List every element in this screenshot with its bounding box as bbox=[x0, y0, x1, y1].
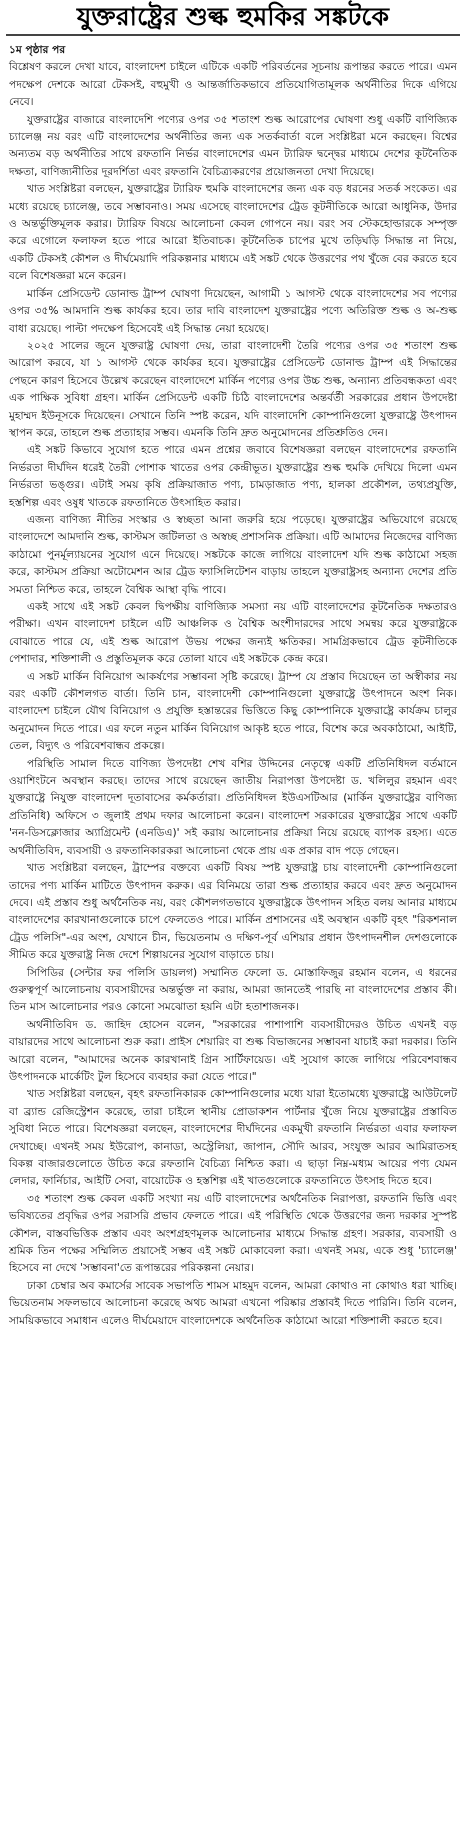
headline-band bbox=[6, 0, 460, 36]
paragraph: এ সঙ্কট মার্কিন বিনিয়োগ আকর্ষণের সম্ভাবনা সৃষ্টি করেছে। ট্রাম্প যে প্রস্তাব দিয়েছেন তা অস্বীকার নয় বরং একটি কৌশলগত বার্তা। তিনি চান, বাংলাদেশী কোম্পানিগুলো যুক্তরাষ্ট্রে উৎপাদনে অংশ নিক। বাংলাদেশ চাইলে যৌথ বিনিয়োগ ও প্রযুক্তি হস্তান্তরের ভিত্তিতে কিছু কোম্পানিকে যুক্তরাষ্ট্রে কার্যক্রম চালুর অনুমোদন দিতে পারে। এর ফলে নতুন মার্কিন বিনিয়োগ আকৃষ্ট হতে পারে, বিশেষ করে অবকাঠামো, আইটি, তেল, বিদ্যুৎ ও পরিবেশবান্ধব প্রকল্পে। bbox=[9, 670, 457, 753]
paragraph: অর্থনীতিবিদ ড. জাহিদ হোসেন বলেন, "সরকারের পাশাপাশি ব্যবসায়ীদেরও উচিত এখনই বড় বায়ারদের সাথে আলোচনা শুরু করা। প্রাইস শেয়ারিং বা শুল্ক বিভাজনের সম্ভাবনা যাচাই করা দরকার। তিনি আরো বলেন, "আমাদের অনেক কারখানাই গ্রিন সার্টিফায়েড। এই সুযোগ কাজে লাগিয়ে পরিবেশবান্ধব উৎপাদনকে মার্কেটিং টুল হিসেবে ব্যবহার করা যেতে পারে।" bbox=[9, 1018, 457, 1083]
paragraph: পরিস্থিতি সামাল দিতে বাণিজ্য উপদেষ্টা শেখ বশির উদ্দিনের নেতৃত্বে একটি প্রতিনিধিদল বর্তমানে ওয়াশিংটনে অবস্থান করছে। তাদের সাথে রয়েছেন জাতীয় নিরাপত্তা উপদেষ্টা ড. খলিলুর রহমান এবং যুক্তরাষ্ট্রে নিযুক্ত বাংলাদেশ দূতাবাসের কর্মকর্তারা। প্রতিনিধিদল ইউএসটিআর (মার্কিন যুক্তরাষ্ট্রের বাণিজ্য প্রতিনিধি) অফিসে ৩ জুলাই প্রথম দফার আলোচনা করেন। বাংলাদেশ সরকারের যুক্তরাষ্ট্রের সাথে একটি 'নন-ডিসক্লোজার অ্যাগ্রিমেন্ট (এনডিএ)' সই করায় আলোচনার প্রক্রিয়া নিয়ে রয়েছে ব্যাপক রহস্য। এতে অর্থনীতিবিদ, ব্যবসায়ী ও রফতানিকারকরা আলোচনা থেকে প্রায় এক প্রকার বাদ পড়ে গেছেন। bbox=[9, 757, 457, 857]
article-headline: যুক্তরাষ্ট্রের শুল্ক হুমকির সঙ্কটকে bbox=[76, 2, 390, 31]
paragraph: ৩৫ শতাংশ শুল্ক কেবল একটি সংখ্যা নয় এটি বাংলাদেশের অর্থনৈতিক নিরাপত্তা, রফতানি ভিত্তি এবং ভবিষ্যতের প্রবৃদ্ধির ওপর সরাসরি প্রভাব ফেলতে পারে। এই পরিস্থিতি থেকে উত্তরণের জন্য দরকার সুস্পষ্ট কৌশল, বাস্তবভিত্তিক প্রস্তাব এবং অংশগ্রহণমূলক আলোচনার মাধ্যমে সিদ্ধান্ত গ্রহণ। সরকার, ব্যবসায়ী ও শ্রমিক তিন পক্ষের সম্মিলিত প্রয়াসেই সম্ভব এই সঙ্কট মোকাবেলা করা। এখনই সময়, একে শুধু 'চ্যালেঞ্জ' হিসেবে না দেখে 'সম্ভাবনা'তে রূপান্তরের পরিকল্পনা নেয়ার। bbox=[9, 1192, 457, 1275]
paragraph: সিপিডির (সেন্টার ফর পলিসি ডায়লগ) সম্মানিত ফেলো ড. মোস্তাফিজুর রহমান বলেন, এ ধরনের গুরুত্বপূর্ণ আলোচনায় ব্যবসায়ীদের অন্তর্ভুক্ত না করায়, আমরা জানতেই পারছি না বাংলাদেশের প্রস্তাব কী। তিন মাস আলোচনার পরও কোনো সমঝোতা হয়নি এটা হতাশাজনক। bbox=[9, 966, 457, 1014]
paragraph: ২০২৫ সালের জুনে যুক্তরাষ্ট্র ঘোষণা দেয়, তারা বাংলাদেশী তৈরি পণ্যের ওপর ৩৫ শতাংশ শুল্ক আরোপ করবে, যা ১ আগস্ট থেকে কার্যকর হবে। যুক্তরাষ্ট্রের প্রেসিডেন্ট ডোনাল্ড ট্রাম্প এই সিদ্ধান্তের পেছনে কারণ হিসেবে উল্লেখ করেছেন বাংলাদেশে মার্কিন পণ্যের ওপর উচ্চ শুল্ক, অন্যান্য প্রতিবন্ধকতা এবং এক পাক্ষিক সুবিধা গ্রহণ। মার্কিন প্রেসিডেন্ট একটি চিঠি বাংলাদেশের অন্তর্বর্তী সরকারের প্রধান উপদেষ্টা মুহাম্মদ ইউনূসকে দিয়েছেন। সেখানে তিনি স্পষ্ট করেন, যদি বাংলাদেশি কোম্পানিগুলো যুক্তরাষ্ট্রে উৎপাদন স্থাপন করে, তাহলে শুল্ক প্রত্যাহার সম্ভব। এমনকি তিনি দ্রুত অনুমোদনের প্রতিশ্রুতিও দেন। bbox=[9, 339, 457, 439]
paragraph: ঢাকা চেম্বার অব কমার্সের সাবেক সভাপতি শামস মাহমুদ বলেন, আমরা কোথাও না কোথাও ধরা খাচ্ছি। ভিয়েতনাম সফলভাবে আলোচনা করেছে অথচ আমরা এখনো পরিষ্কার প্রস্তাবই দিতে পারিনি। তিনি বলেন, সাময়িকভাবে সমাধান এলেও দীর্ঘমেয়াদে বাংলাদেশকে অর্থনৈতিক কাঠামো আরো শক্তিশালী করতে হবে। bbox=[9, 1279, 457, 1327]
paragraph: খাত সংশ্লিষ্টরা বলছেন, বৃহৎ রফতানিকারক কোম্পানিগুলোর মধ্যে যারা ইতোমধ্যে যুক্তরাষ্ট্রে আউটলেট বা ব্র্যান্ড রেজিস্ট্রেশন করেছে, তারা চাইলে স্থানীয় প্রোডাকশন পার্টনার খুঁজে নিয়ে যুক্তরাষ্ট্রের প্রস্তাবিত সুবিধা নিতে পারে। বিশেষজ্ঞরা বলছেন, বাংলাদেশের দীর্ঘদিনের একমুখী রফতানি নির্ভরতা এবার ফলাফল দেখাচ্ছে। এখনই সময় ইউরোপ, কানাডা, অস্ট্রেলিয়া, জাপান, সৌদি আরব, সংযুক্ত আরব আমিরাতসহ বিকল্প বাজারগুলোতে উচিত করে রফতানি বৈচিত্র্য নিশ্চিত করা। এ ছাড়া নিম্ন-মধ্যম আয়ের পণ্য যেমন লেদার, ফার্নিচার, আইটি সেবা, বায়োটেক ও হস্তশিল্প এই খাতগুলোকে রফতানিতে উৎসাহ দিতে হবে। bbox=[9, 1088, 457, 1188]
article-body bbox=[0, 36, 466, 1835]
paragraph: এজন্য বাণিজ্য নীতির সংস্কার ও স্বচ্ছতা আনা জরুরি হয়ে পড়েছে। যুক্তরাষ্ট্রের অভিযোগে রয়েছে বাংলাদেশে আমদানি শুল্ক, কাস্টমস জটিলতা ও অস্বচ্ছ প্রশাসনিক প্রক্রিয়া। এটি আমাদের নিজেদের বাণিজ্য কাঠামো পুনর্মূল্যায়নের সুযোগ এনে দিয়েছে। সঙ্কটকে কাজে লাগিয়ে বাংলাদেশ যদি শুল্ক কাঠামো সহজ করে, কাস্টমস প্রক্রিয়া অটোমেশন আর ট্রেড ফ্যাসিলিটেশন বাড়ায় তাহলে যুক্তরাষ্ট্রসহ অন্যান্য দেশের প্রতি সমতা নিশ্চিত করে, তাহলে বৈশ্বিক আস্থা বৃদ্ধি পাবে। bbox=[9, 513, 457, 596]
paragraph: যুক্তরাষ্ট্রের বাজারে বাংলাদেশি পণ্যের ওপর ৩৫ শতাংশ শুল্ক আরোপের ঘোষণা শুধু একটি বাণিজ্যিক চ্যালেঞ্জ নয় বরং এটি বাংলাদেশের অর্থনীতির জন্য এক সতর্কবার্তা বলে সংশ্লিষ্টরা মনে করছেন। বিশ্বের অন্যতম বড় অর্থনীতির সাথে রফতানি নির্ভর বাংলাদেশের এমন ট্যারিফ দ্বন্দ্বের মাধ্যমে দেশের কূটনৈতিক দক্ষতা, বাণিজ্যনীতির দূরদর্শিতা এবং রফতানি বৈচিত্র্যকরণের প্রয়োজনতা দেখা দিয়েছে। bbox=[9, 113, 457, 178]
paragraph: এই সঙ্কট কিভাবে সুযোগ হতে পারে এমন প্রশ্নের জবাবে বিশেষজ্ঞরা বলছেন বাংলাদেশের রফতানি নির্ভরতা দীর্ঘদিন ধরেই তৈরী পোশাক খাতের ওপর কেন্দ্রীভূত। যুক্তরাষ্ট্রের শুল্ক হুমকি দেখিয়ে দিলো এমন নির্ভরতা ভঙ্গুর। এটাই সময় কৃষি প্রক্রিয়াজাত পণ্য, চামড়াজাত পণ্য, হালকা প্রকৌশল, তথ্যপ্রযুক্তি, হস্তশিল্প এবং ওষুধ খাতকে রফতানিতে উৎসাহিত করার। bbox=[9, 444, 457, 509]
paragraph: বিশ্লেষণ করলে দেখা যাবে, বাংলাদেশ চাইলে এটিকে একটি পরিবর্তনের সূচনায় রূপান্তর করতে পারে। এমন পদক্ষেপ দেশকে আরো টেকসই, বহুমুখী ও আন্তর্জাতিকভাবে প্রতিযোগিতামূলক অর্থনীতির দিকে এগিয়ে নেবে। bbox=[9, 61, 457, 109]
paragraph: একই সাথে এই সঙ্কট কেবল দ্বিপক্ষীয় বাণিজ্যিক সমস্যা নয় এটি বাংলাদেশের কূটনৈতিক দক্ষতারও পরীক্ষা। এখন বাংলাদেশ চাইলে এটি আঞ্চলিক ও বৈশ্বিক অংশীদারদের সাথে সমন্বয় করে যুক্তরাষ্ট্রকে বোঝাতে পারে যে, এই শুল্ক আরোপ উভয় পক্ষের জন্যই ক্ষতিকর। সামগ্রিকভাবে ট্রেড কূটনীতিকে পেশাদার, শক্তিশালী ও প্রস্তুতিমূলক করে তোলা যাবে এই সঙ্কটকে কেন্দ্র করে। bbox=[9, 601, 457, 666]
paragraph: খাত সংশ্লিষ্টরা বলছেন, যুক্তরাষ্ট্রের ট্যারিফ হুমকি বাংলাদেশের জন্য এক বড় ধরনের সতর্ক সংকেত। এর মধ্যে রয়েছে চ্যালেঞ্জ, তবে সম্ভাবনাও। সময় এসেছে বাংলাদেশের ট্রেড কূটনীতিকে আরো আধুনিক, উদার ও অন্তর্ভুক্তিমূলক করার। ট্যারিফ বিষয়ে আলোচনা কেবল গোপনে নয়। বরং সব স্টেকহোল্ডারকে সম্পৃক্ত করে এগোলে ফলাফল হতে পারে আরো ইতিবাচক। কূটনৈতিক চাপের মুখে তড়িঘড়ি সিদ্ধান্ত না নিয়ে, একটি টেকসই কৌশল ও দীর্ঘমেয়াদি পরিকল্পনার মাধ্যমে এই সঙ্কট থেকে উত্তরণের পথ খুঁজে বের করতে হবে বলে বিশেষজ্ঞরা মনে করেন। bbox=[9, 183, 457, 283]
continued-from-label: ১ম পৃষ্ঠার পর bbox=[9, 44, 66, 56]
paragraph: খাত সংশ্লিষ্টরা বলছেন, ট্রাম্পের বক্তব্যে একটি বিষয় স্পষ্ট যুক্তরাষ্ট্র চায় বাংলাদেশী কোম্পানিগুলো তাদের পণ্য মার্কিন মাটিতে উৎপাদন করুক। এর বিনিময়ে তারা শুল্ক প্রত্যাহার করবে এবং দ্রুত অনুমোদন দেবে। এই প্রস্তাব শুধু অর্থনৈতিক নয়, বরং কৌশলগতভাবে যুক্তরাষ্ট্রকে উৎপাদন সহিত বলয় আনার মাধ্যমে বাংলাদেশের কারখানাগুলোকে চাপে ফেলতেও পারে। মার্কিন প্রশাসনের এই অবস্থান একটি বৃহৎ "রিকশনাল ট্রেড পলিসি"-এর অংশ, যেখানে চীন, ভিয়েতনাম ও দক্ষিণ-পূর্ব এশিয়ার প্রধান উৎপাদনশীল দেশগুলোকে সীমিত করে যুক্তরাষ্ট্র নিজ দেশে শিল্পায়নের সুযোগ বাড়াতে চায়। bbox=[9, 862, 457, 962]
paragraph: মার্কিন প্রেসিডেন্ট ডোনাল্ড ট্রাম্প ঘোষণা দিয়েছেন, আগামী ১ আগস্ট থেকে বাংলাদেশের সব পণ্যের ওপর ৩৫% আমদানি শুল্ক কার্যকর হবে। তার দাবি বাংলাদেশ যুক্তরাষ্ট্রের পণ্যে অতিরিক্ত শুল্ক ও অ-শুল্ক বাধা রয়েছে। পাল্টা পদক্ষেপ হিসেবেই এই সিদ্ধান্ত নেয়া হয়েছে। bbox=[9, 287, 457, 335]
